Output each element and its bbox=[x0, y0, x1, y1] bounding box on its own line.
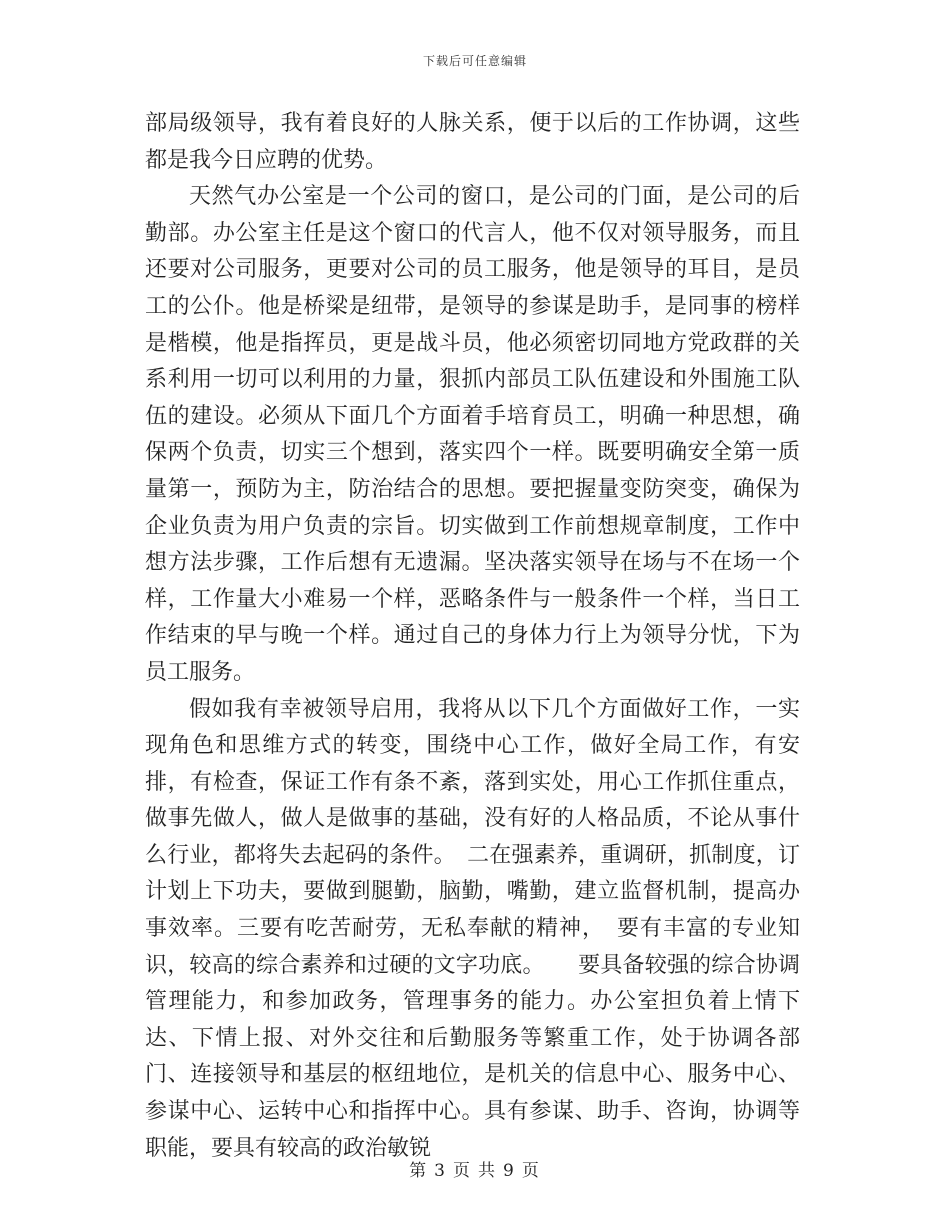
paragraph-work-plan: 假如我有幸被领导启用，我将从以下几个方面做好工作，一实现角色和思维方式的转变，围绕中心工作，做好全局工作，有安排，有检查，保证工作有条不紊，落到实处，用心工作抓住重点，做事先做人，做人是做事的基础，没有好的人格品质，不论从事什么行业，都将失去起码的条件。 二在强素养，重调研，抓制度，订计划上下功夫，要做到腿勤，脑勤，嘴勤，建立监督机制，提高办事效率。三要有吃苦耐劳，无私奉献的精神， 要有丰富的专业知识，较高的综合素养和过硬的文字功底。 要具备较强的综合协调管理能力，和参加政务，管理事务的能力。办公室担负着上情下达、下情上报、对外交往和后勤服务等繁重工作，处于协调各部门、连接领导和基层的枢纽地位，是机关的信息中心、服务中心、参谋中心、运转中心和指挥中心。具有参谋、助手、咨询，协调等职能，要具有较高的政治敏锐 bbox=[145, 696, 800, 1161]
document-body bbox=[145, 106, 800, 1167]
footer-total-word: 共 bbox=[478, 1161, 497, 1181]
paragraph-continuation: 部局级领导，我有着良好的人脉关系，便于以后的工作协调，这些都是我今日应聘的优势。 bbox=[145, 111, 800, 173]
header-note: 下载后可任意编辑 bbox=[422, 54, 527, 68]
footer-prefix: 第 bbox=[409, 1161, 429, 1181]
current-page-number: 3 bbox=[434, 1161, 447, 1181]
paragraph-office-role: 天然气办公室是一个公司的窗口，是公司的门面，是公司的后勤部。办公室主任是这个窗口的代言人，他不仅对领导服务，而且还要对公司服务，更要对公司的员工服务，他是领导的耳目，是员工的公仆。他是桥梁是纽带，是领导的参谋是助手，是同事的榜样是楷模，他是指挥员，更是战斗员，他必须密切同地方党政群的关系利用一切可以利用的力量，狠抓内部员工队伍建设和外围施工队伍的建设。必须从下面几个方面着手培育员工，明确一种思想，确保两个负责，切实三个想到，落实四个一样。既要明确安全第一质量第一，预防为主，防治结合的思想。要把握量变防突变，确保为企业负责为用户负责的宗旨。切实做到工作前想规章制度，工作中想方法步骤，工作后想有无遗漏。坚决落实领导在场与不在场一个样，工作量大小难易一个样，恶略条件与一般条件一个样，当日工作结束的早与晚一个样。通过自己的身体力行上为领导分忧，下为员工服务。 bbox=[145, 184, 800, 685]
footer-suffix: 页 bbox=[521, 1161, 541, 1181]
total-pages-number: 9 bbox=[503, 1161, 516, 1181]
page-footer bbox=[0, 1156, 950, 1181]
footer-page-word: 页 bbox=[453, 1161, 472, 1181]
